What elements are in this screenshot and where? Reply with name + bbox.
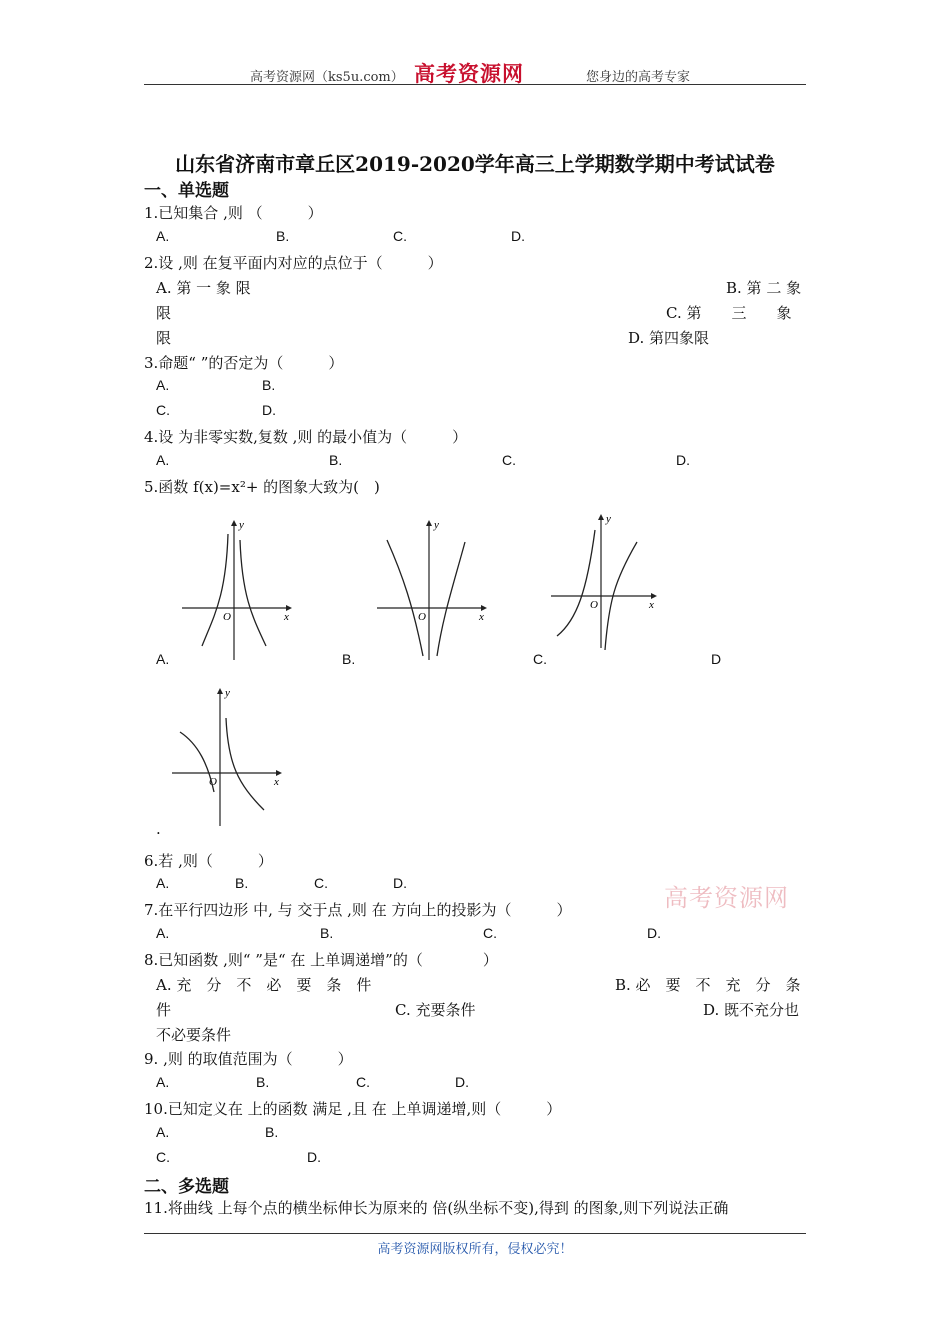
q2-option-a-text: A. 第 一 象 限 <box>156 279 251 297</box>
q8-option-b-text: B. 必 要 不 充 分 条 <box>615 976 801 994</box>
graph-c-origin: O <box>590 599 598 611</box>
q2-option-d <box>628 327 709 348</box>
graph-d-origin: O <box>209 776 217 788</box>
q8-option-d-wrap: 不必要条件 <box>156 1026 232 1044</box>
q5-option-b: B. <box>342 651 356 667</box>
q1-option-d: D. <box>511 228 525 244</box>
question-1: 1.已知集合 ,则 （ ） <box>144 204 323 222</box>
q6-option-c: C. <box>314 875 328 891</box>
q3-option-d: D. <box>262 402 276 418</box>
header-site-name: 高考资源网（ks5u.com） <box>250 70 404 85</box>
q1-option-a: A. <box>156 228 170 244</box>
question-8: 8.已知函数 ,则“ ”是“ 在 上单调递增”的（ ） <box>144 951 498 969</box>
q2-option-b-text: B. 第 二 象 <box>726 279 802 297</box>
graph-b-x-label: x <box>479 611 484 623</box>
graph-b-origin: O <box>418 611 426 623</box>
q8-option-d <box>703 999 799 1020</box>
q2-option-d-text: D. 第四象限 <box>628 329 710 347</box>
section-heading-multi-choice: 二、多选题 <box>144 1177 229 1197</box>
q3-option-a: A. <box>156 377 170 393</box>
graph-d <box>168 684 286 830</box>
question-9: 9. ,则 的取值范围为（ ） <box>144 1050 353 1068</box>
q8-option-a <box>156 974 371 995</box>
q5-option-c: C. <box>533 651 547 667</box>
q8-option-c <box>395 999 475 1020</box>
q9-option-c: C. <box>356 1074 370 1090</box>
q5-option-d-period: . <box>156 820 161 838</box>
section-heading-single-choice: 一、单选题 <box>144 181 229 201</box>
watermark-logo: 高考资源网 <box>664 884 789 912</box>
graph-d-y-label: y <box>225 687 230 699</box>
q8-option-b-wrap: 件 <box>156 1001 172 1019</box>
q2-option-a <box>156 277 251 298</box>
q6-option-b: B. <box>235 875 249 891</box>
graph-c-y-label: y <box>606 513 611 525</box>
question-3: 3.命题“ ”的否定为（ ） <box>144 354 344 372</box>
q3-option-c: C. <box>156 402 170 418</box>
q7-option-a: A. <box>156 925 170 941</box>
graph-c <box>547 510 665 656</box>
q10-option-c: C. <box>156 1149 170 1165</box>
document-title: 山东省济南市章丘区2019-2020学年高三上学期数学期中考试试卷 <box>175 152 775 176</box>
question-7: 7.在平行四边形 中, 与 交于点 ,则 在 方向上的投影为（ ） <box>144 901 572 919</box>
q9-option-b: B. <box>256 1074 270 1090</box>
question-10: 10.已知定义在 上的函数 满足 ,且 在 上单调递增,则（ ） <box>144 1100 562 1118</box>
question-6: 6.若 ,则（ ） <box>144 852 273 870</box>
q10-option-d: D. <box>307 1149 321 1165</box>
q2-option-c-wrap: 限 <box>156 329 172 347</box>
question-2: 2.设 ,则 在复平面内对应的点位于（ ） <box>144 254 443 272</box>
q2-option-b-wrap: 限 <box>156 304 172 322</box>
q1-option-b: B. <box>276 228 290 244</box>
q5-option-d: D <box>711 651 722 667</box>
q4-option-d: D. <box>676 452 690 468</box>
q4-option-a: A. <box>156 452 170 468</box>
q7-option-c: C. <box>483 925 497 941</box>
q7-option-d: D. <box>647 925 661 941</box>
q10-option-a: A. <box>156 1124 170 1140</box>
q9-option-d: D. <box>455 1074 469 1090</box>
q6-option-d: D. <box>393 875 407 891</box>
question-4: 4.设 为非零实数,复数 ,则 的最小值为（ ） <box>144 428 468 446</box>
graph-d-x-label: x <box>274 776 279 788</box>
question-11: 11.将曲线 上每个点的横坐标伸长为原来的 倍(纵坐标不变),得到 的图象,则下列说法正确 <box>144 1199 729 1217</box>
q7-option-b: B. <box>320 925 334 941</box>
graph-a-y-label: y <box>239 519 244 531</box>
q2-option-b <box>726 277 801 298</box>
graph-b <box>373 516 491 662</box>
q8-option-b <box>615 974 801 995</box>
q10-option-b: B. <box>265 1124 279 1140</box>
graph-a <box>178 516 296 662</box>
q4-option-c: C. <box>502 452 516 468</box>
q6-option-a: A. <box>156 875 170 891</box>
q8-option-d-text: D. 既不充分也 <box>703 1001 800 1019</box>
q2-option-c <box>666 302 791 323</box>
header-logo: 高考资源网 <box>414 61 524 86</box>
q8-option-a-text: A. 充 分 不 必 要 条 件 <box>156 976 372 994</box>
q1-option-c: C. <box>393 228 407 244</box>
q9-option-a: A. <box>156 1074 170 1090</box>
q8-option-c-text: C. 充要条件 <box>395 1001 476 1019</box>
q4-option-b: B. <box>329 452 343 468</box>
q2-option-c-text: C. 第 三 象 <box>666 304 792 322</box>
q3-option-b: B. <box>262 377 276 393</box>
graph-a-origin: O <box>223 611 231 623</box>
question-5: 5.函数 f(x)=x²+ 的图象大致为( ) <box>144 478 380 496</box>
page-footer: 高考资源网版权所有，侵权必究！ <box>144 1233 806 1257</box>
graph-c-x-label: x <box>649 599 654 611</box>
graph-a-x-label: x <box>284 611 289 623</box>
q5-option-a: A. <box>156 651 170 667</box>
page-header <box>144 58 806 85</box>
header-slogan: 您身边的高考专家 <box>586 70 691 85</box>
graph-b-y-label: y <box>434 519 439 531</box>
